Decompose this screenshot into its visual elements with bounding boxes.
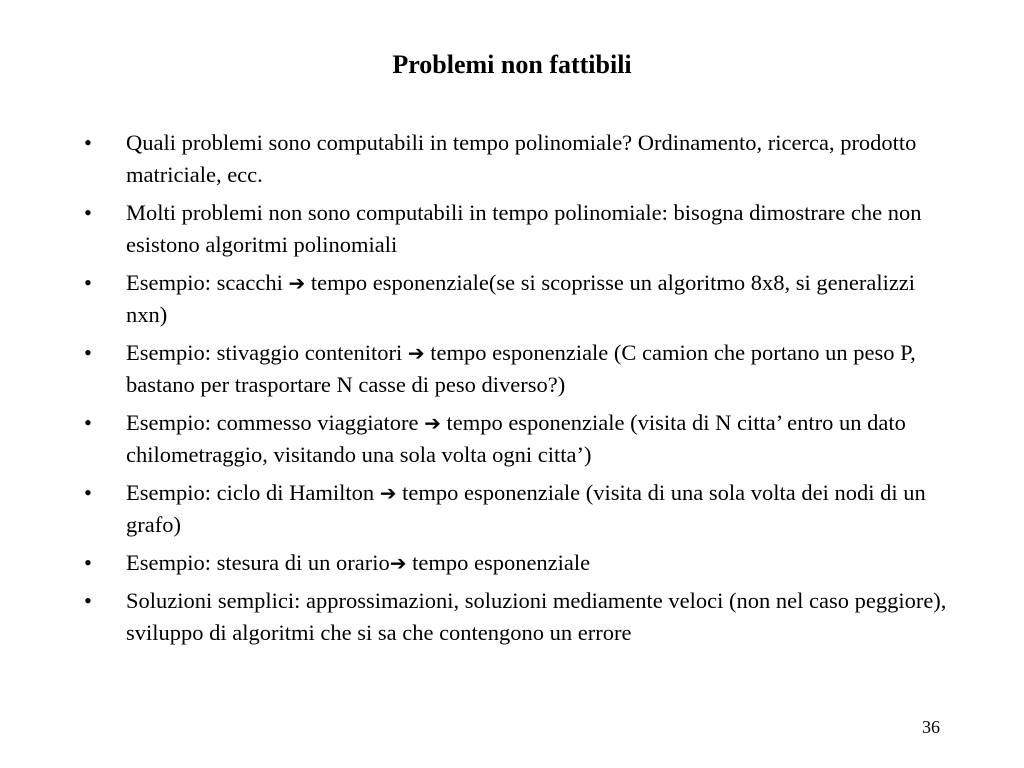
- bullet-icon: •: [84, 130, 92, 155]
- bullet-text-start: Esempio: scacchi: [126, 270, 289, 295]
- bullet-icon: •: [84, 480, 92, 505]
- bullet-text-start: Esempio: stesura di un orario: [126, 550, 390, 575]
- bullet-text-start: Esempio: commesso viaggiatore: [126, 410, 425, 435]
- bullet-text-start: Esempio: stivaggio contenitori: [126, 340, 408, 365]
- arrow-right-icon: ➔: [407, 341, 425, 365]
- bullet-text-end: tempo esponenziale (visita di N citta’ entro un dato chilometraggio, visitando una sola volta ogni citta’): [126, 410, 906, 467]
- arrow-right-icon: ➔: [389, 551, 407, 575]
- arrow-right-icon: ➔: [379, 481, 397, 505]
- bullet-item: [84, 197, 954, 261]
- bullet-icon: •: [84, 340, 92, 365]
- bullet-text-end: tempo esponenziale: [406, 550, 591, 575]
- bullet-text-end: tempo esponenziale(se si scoprisse un algoritmo 8x8, si generalizzi nxn): [126, 270, 916, 327]
- bullet-text: Molti problemi non sono computabili in tempo polinomiale: bisogna dimostrare che non esistono algoritmi polinomiali: [126, 200, 922, 257]
- bullet-item: [84, 547, 954, 579]
- bullet-text: Quali problemi sono computabili in tempo polinomiale? Ordinamento, ricerca, prodotto matriciale, ecc.: [126, 130, 917, 187]
- bullet-text: Soluzioni semplici: approssimazioni, soluzioni mediamente veloci (non nel caso peggiore), sviluppo di algoritmi che si sa che contengono un errore: [126, 588, 947, 645]
- bullet-list: [84, 127, 954, 655]
- page-number: 36: [922, 717, 940, 737]
- bullet-item: [84, 337, 954, 401]
- bullet-text-end: tempo esponenziale (C camion che portano un peso P, bastano per trasportare N casse di peso diverso?): [126, 340, 916, 397]
- arrow-right-icon: ➔: [288, 271, 306, 295]
- bullet-item: [84, 267, 954, 331]
- bullet-item: [84, 407, 954, 471]
- slide-title: Problemi non fattibili: [392, 50, 632, 79]
- bullet-item: [84, 127, 954, 191]
- bullet-text-start: Esempio: ciclo di Hamilton: [126, 480, 380, 505]
- bullet-icon: •: [84, 410, 92, 435]
- arrow-right-icon: ➔: [424, 411, 441, 435]
- bullet-icon: •: [84, 200, 92, 225]
- bullet-icon: •: [84, 588, 92, 613]
- bullet-icon: •: [84, 270, 92, 295]
- bullet-item: [84, 477, 954, 541]
- bullet-icon: •: [84, 550, 92, 575]
- bullet-text-end: tempo esponenziale (visita di una sola volta dei nodi di un grafo): [126, 480, 926, 537]
- bullet-item: [84, 585, 954, 649]
